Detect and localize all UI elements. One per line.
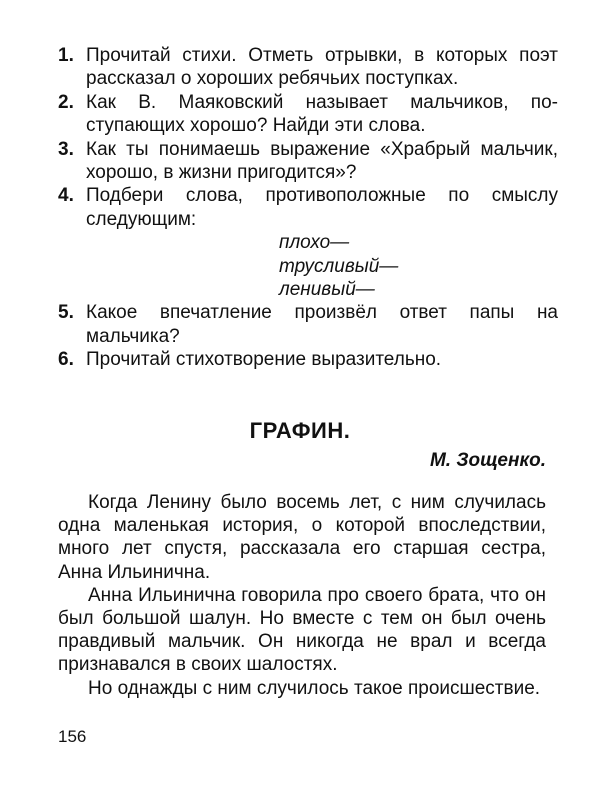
question-3 xyxy=(58,138,558,185)
antonym-word: ленивый— xyxy=(279,279,375,301)
page-number: 156 xyxy=(58,727,87,746)
story-paragraph: Анна Ильинична говорила про своего брата, что он был большой шалун. Но вместе с тем он был очень правдивый мальчик. Он никогда не врал и всегда признавался в своих шалостях. xyxy=(58,584,546,676)
story-paragraph: Когда Ленину было восемь лет, с ним случилась одна маленькая история, о которой впоследствии, много лет спустя, рассказала его старшая сестра, Анна Ильинична. xyxy=(58,492,546,583)
question-6 xyxy=(58,348,558,371)
question-text: Какое впечатление произвёл ответ папы на мальчика? xyxy=(86,302,558,347)
question-number: 3. xyxy=(58,138,74,160)
question-text: Как В. Маяковский называет мальчиков, поступающих хорошо? Найди эти слова. xyxy=(86,91,558,137)
question-text: Прочитай стихи. Отметь отрывки, в которых поэт рассказал о хороших ребячьих поступках. xyxy=(86,45,558,90)
story-author: М. Зощенко. xyxy=(429,450,546,471)
question-number: 4. xyxy=(58,185,74,207)
question-4 xyxy=(58,184,558,301)
questions-list xyxy=(58,44,558,372)
question-text: Прочитай стихотворение выразительно. xyxy=(86,349,442,371)
question-text: Подбери слова, противоположные по смыслу следующим: xyxy=(86,185,558,230)
question-number: 6. xyxy=(58,349,74,371)
antonym-word: плохо— xyxy=(279,232,350,254)
question-1 xyxy=(58,44,558,91)
question-5 xyxy=(58,301,558,348)
question-number: 2. xyxy=(58,91,74,113)
story-title: ГРАФИН. xyxy=(249,418,351,443)
antonym-word: трусливый— xyxy=(279,255,399,277)
story-body xyxy=(58,491,546,700)
question-number: 5. xyxy=(58,302,74,324)
question-number: 1. xyxy=(58,45,74,66)
question-2 xyxy=(58,91,558,138)
story-paragraph: Но однажды с ним случилось такое происшествие. xyxy=(88,677,541,699)
question-text: Как ты понимаешь выражение «Храбрый мальчик, хорошо, в жизни пригодится»? xyxy=(86,138,558,184)
antonym-word-list xyxy=(86,231,558,301)
